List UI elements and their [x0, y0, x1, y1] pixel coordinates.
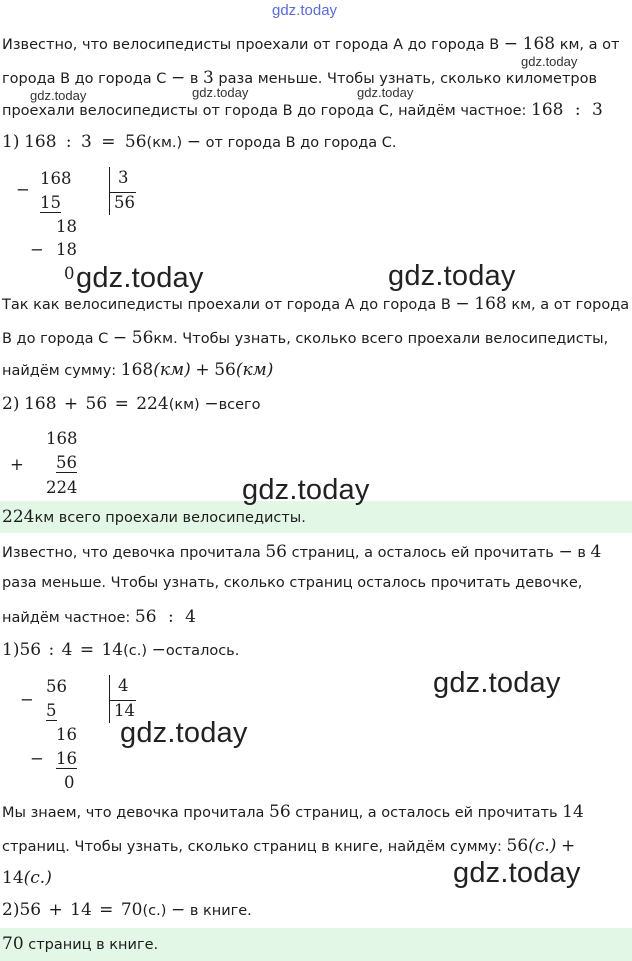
paragraph-2-line-2: В до города С − 56км. Чтобы узнать, сколько всего проехали велосипедисты,	[2, 328, 609, 348]
paragraph-2-line-3: найдём сумму: 168(км) + 56(км)	[2, 360, 274, 380]
watermark-large: gdz.today	[453, 857, 581, 889]
watermark-small: gdz.today	[521, 54, 578, 69]
paragraph-3-line-3: найдём частное: 56 : 4	[2, 607, 196, 627]
paragraph-1-line-1: Известно, что велосипедисты проехали от города А до города В − 168 км, а от	[2, 34, 620, 54]
watermark-large: gdz.today	[242, 474, 370, 506]
division-bracket	[109, 675, 110, 723]
paragraph-1-line-2: города В до города С − в 3 раза меньше. Чтобы узнать, сколько километров	[2, 68, 598, 88]
answer-1: 224км всего проехали велосипедисты.	[2, 507, 306, 527]
division-bracket	[109, 167, 110, 215]
paragraph-4-line-3: 14(с.)	[2, 868, 52, 888]
paragraph-3-line-1: Известно, что девочка прочитала 56 страниц, а осталось ей прочитать − в 4	[2, 542, 602, 562]
step-4: 2)56 + 14 = 70(с.) − в книге.	[2, 900, 252, 920]
paragraph-4-line-2: страниц. Чтобы узнать, сколько страниц в книге, найдём сумму: 56(с.) +	[2, 836, 576, 856]
watermark-small: gdz.today	[357, 85, 414, 100]
watermark-large: gdz.today	[76, 262, 204, 294]
step-2: 2) 168 + 56 = 224(км) −всего	[2, 394, 261, 414]
watermark-large: gdz.today	[388, 260, 516, 292]
watermark-large: gdz.today	[433, 667, 561, 699]
paragraph-2-line-1: Так как велосипедисты проехали от города А до города В − 168 км, а от города	[2, 294, 630, 314]
answer-2: 70 страниц в книге.	[2, 934, 159, 954]
step-1: 1) 168 : 3 = 56(км.) − от города В до города С.	[2, 132, 397, 152]
paragraph-1-line-3: проехали велосипедисты от города В до города С, найдём частное: 168 : 3	[2, 100, 603, 120]
watermark-small: gdz.today	[192, 85, 249, 100]
step-3: 1)56 : 4 = 14(с.) −осталось.	[2, 640, 240, 660]
watermark-small: gdz.today	[30, 88, 87, 103]
watermark-large: gdz.today	[120, 717, 248, 749]
paragraph-4-line-1: Мы знаем, что девочка прочитала 56 страниц, а осталось ей прочитать 14	[2, 802, 584, 822]
watermark-top: gdz.today	[272, 2, 338, 19]
paragraph-3-line-2: раза меньше. Чтобы узнать, сколько страниц осталось прочитать девочке,	[2, 575, 583, 591]
